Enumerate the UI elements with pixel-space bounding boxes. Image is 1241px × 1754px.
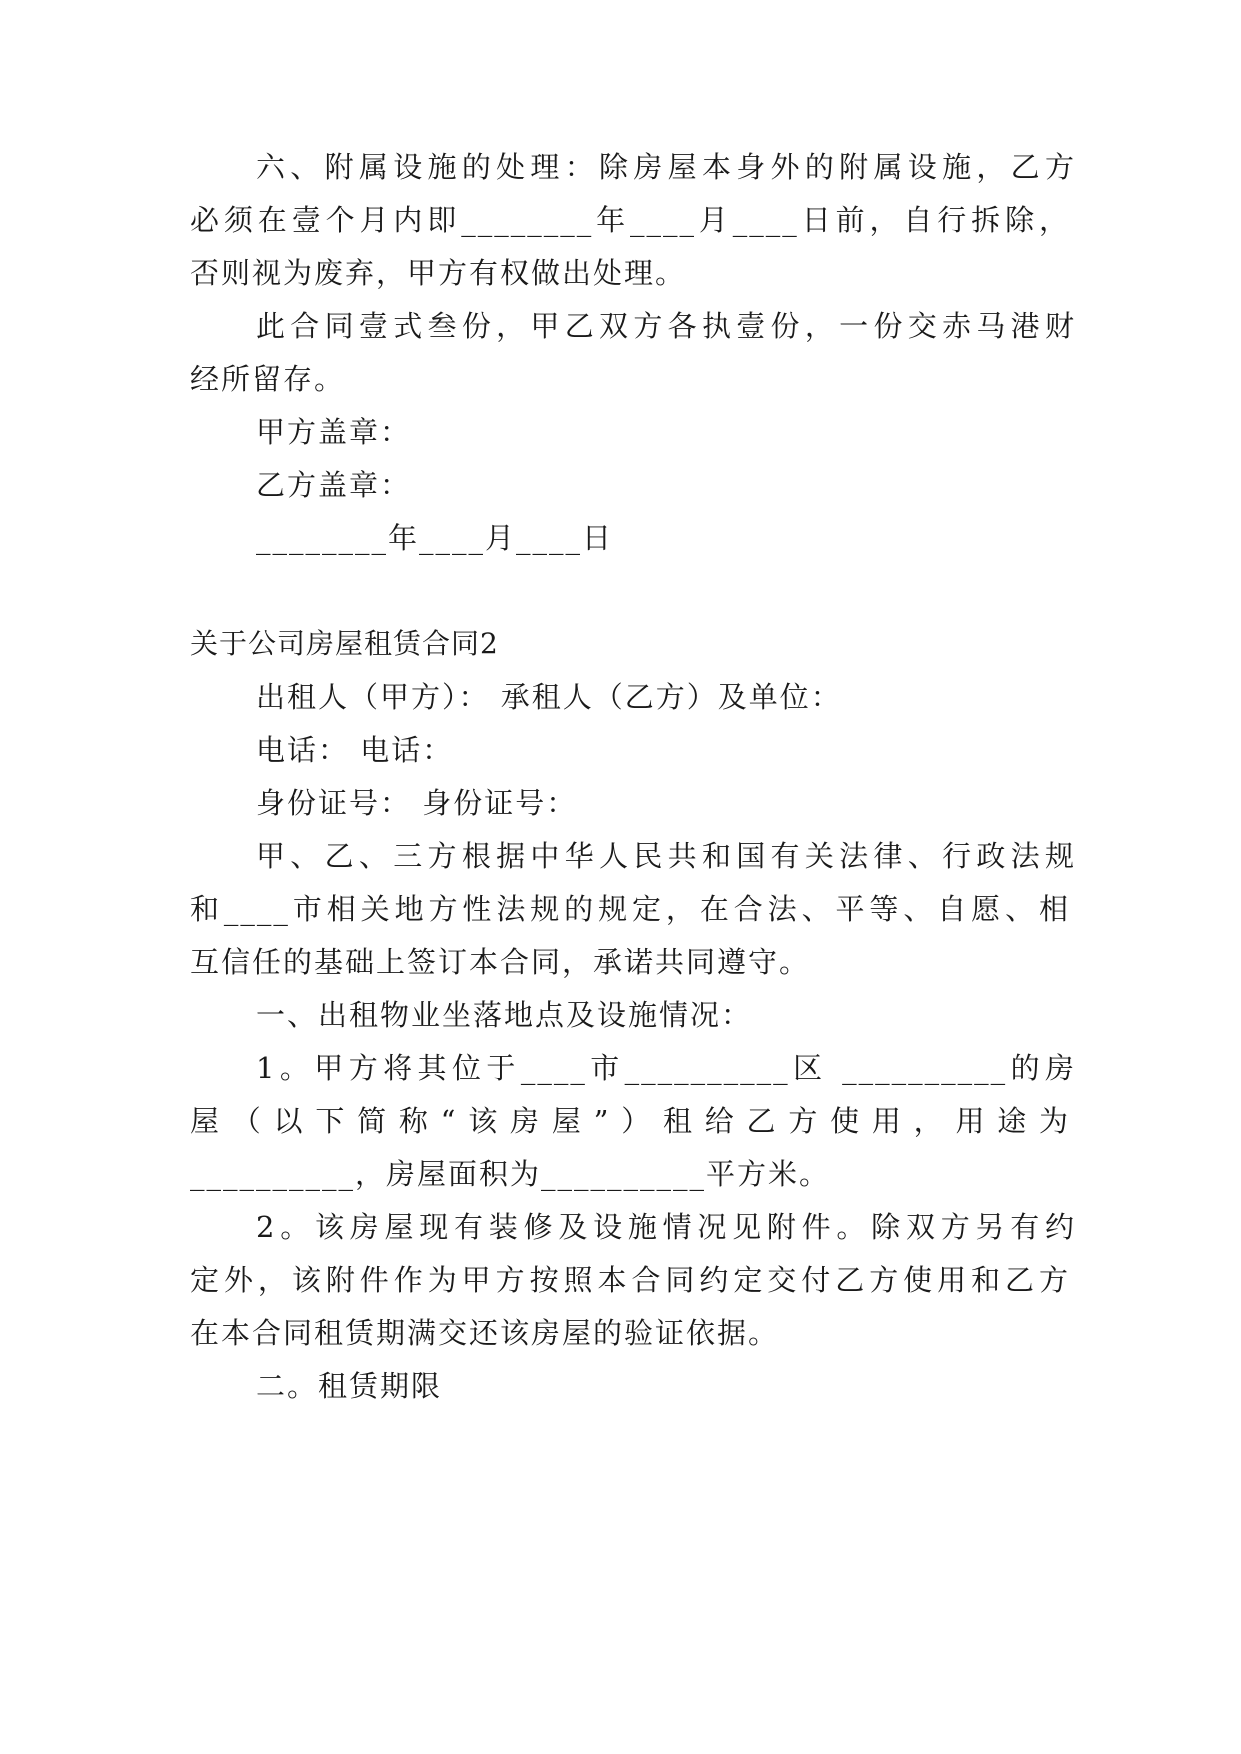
paragraph-line: 2。该房屋现有装修及设施情况见附件。除双方另有约 — [256, 1210, 1076, 1244]
phone-line: 电话： 电话： — [256, 733, 454, 767]
date-line: ________年____月____日 — [256, 521, 614, 555]
paragraph-line: 经所留存。 — [190, 362, 346, 396]
section-title: 关于公司房屋租赁合同2 — [190, 627, 499, 660]
paragraph-line: 甲、乙、三方根据中华人民共和国有关法律、行政法规 — [256, 839, 1076, 873]
clause-heading: 一、出租物业坐落地点及设施情况： — [256, 998, 753, 1032]
clause-heading: 二。租赁期限 — [256, 1369, 443, 1403]
paragraph-line: 此合同壹式叁份，甲乙双方各执壹份，一份交赤马港财 — [256, 309, 1076, 343]
paragraph-line: 定外，该附件作为甲方按照本合同约定交付乙方使用和乙方 — [190, 1263, 1070, 1297]
paragraph-line: 六、附属设施的处理：除房屋本身外的附属设施，乙方 — [256, 150, 1076, 184]
paragraph-line: 屋（以下简称“该房屋”）租给乙方使用，用途为 — [190, 1104, 1070, 1138]
paragraph-line: 和____市相关地方性法规的规定，在合法、平等、自愿、相 — [190, 892, 1070, 926]
paragraph-line: 互信任的基础上签订本合同，承诺共同遵守。 — [190, 945, 811, 979]
paragraph-line: 否则视为废弃，甲方有权做出处理。 — [190, 256, 687, 290]
id-number-line: 身份证号： 身份证号： — [256, 786, 578, 820]
paragraph-line: 必须在壹个月内即________年____月____日前，自行拆除， — [190, 203, 1070, 237]
seal-party-b-label: 乙方盖章： — [256, 468, 412, 502]
paragraph-line: __________，房屋面积为__________平方米。 — [190, 1157, 831, 1191]
paragraph-line: 1。甲方将其位于____市__________区 __________的房 — [256, 1051, 1076, 1085]
lessor-lessee-line: 出租人（甲方）： 承租人（乙方）及单位： — [256, 680, 842, 714]
paragraph-line: 在本合同租赁期满交还该房屋的验证依据。 — [190, 1316, 780, 1350]
seal-party-a-label: 甲方盖章： — [256, 415, 412, 449]
